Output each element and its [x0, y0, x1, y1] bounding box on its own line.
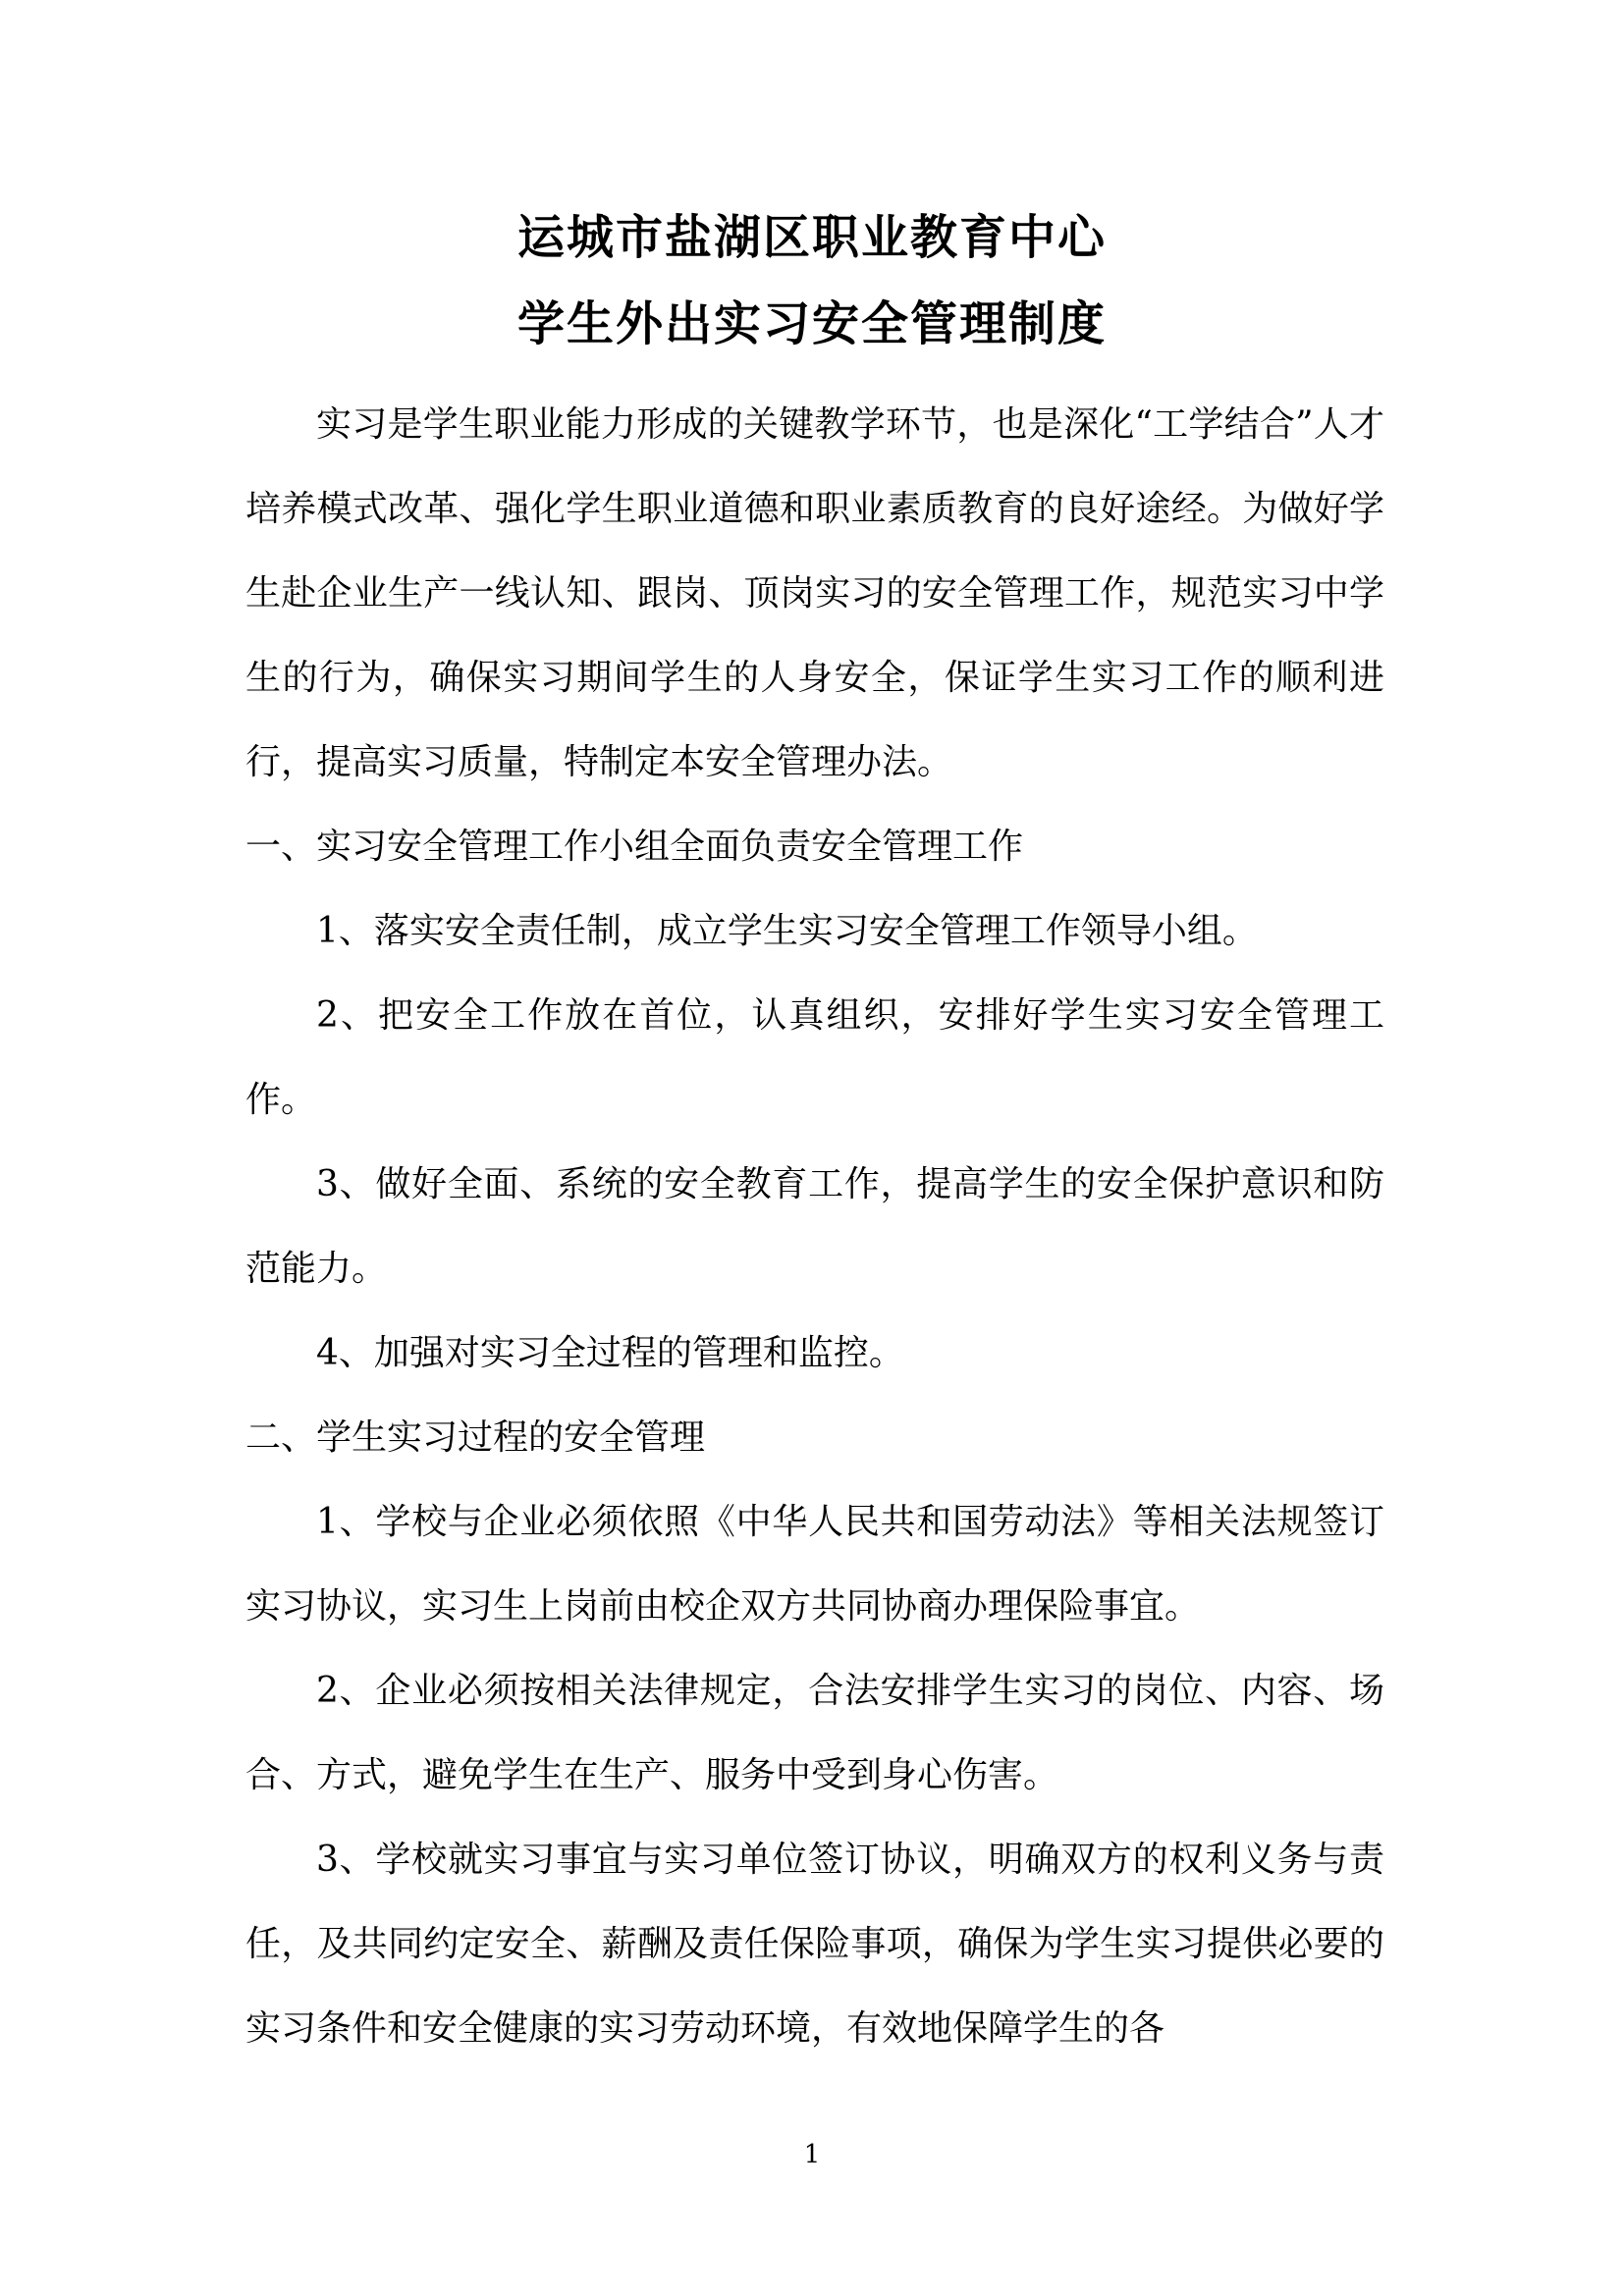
page-number: 1 — [803, 2140, 821, 2169]
document-body — [245, 383, 1384, 2071]
section-2-item-3: 3、学校就实习事宜与实习单位签订协议，明确双方的权利义务与责任，及共同约定安全、薪酬及责任保险事项，确保为学生实习提供必要的实习条件和安全健康的实习劳动环境，有效地保障学生的各 — [245, 1840, 1384, 2049]
document-title-line-1: 运城市盐湖区职业教育中心 — [516, 210, 1107, 265]
document-title-line-2: 学生外出实习安全管理制度 — [516, 296, 1107, 351]
section-1-item-4: 4、加强对实习全过程的管理和监控。 — [316, 1333, 904, 1373]
section-2-heading: 二、学生实习过程的安全管理 — [245, 1417, 706, 1458]
section-1-item-3: 3、做好全面、系统的安全教育工作，提高学生的安全保护意识和防范能力。 — [245, 1164, 1384, 1289]
section-2-item-1: 1、学校与企业必须依照《中华人民共和国劳动法》等相关法规签订实习协议，实习生上岗前由校企双方共同协商办理保险事宜。 — [245, 1502, 1384, 1627]
section-1-item-2: 2、把安全工作放在首位，认真组织，安排好学生实习安全管理工作。 — [245, 995, 1384, 1120]
section-2-item-2: 2、企业必须按相关法律规定，合法安排学生实习的岗位、内容、场合、方式，避免学生在生产、服务中受到身心伤害。 — [245, 1671, 1384, 1795]
intro-paragraph: 实习是学生职业能力形成的关键教学环节，也是深化“工学结合”人才培养模式改革、强化学生职业道德和职业素质教育的良好途经。为做好学生赴企业生产一线认知、跟岗、顶岗实习的安全管理工作，规范实习中学生的行为，确保实习期间学生的人身安全，保证学生实习工作的顺利进行，提高实习质量，特制定本安全管理办法。 — [245, 404, 1384, 782]
section-1-item-1: 1、落实安全责任制，成立学生实习安全管理工作领导小组。 — [316, 911, 1258, 951]
section-1-heading: 一、实习安全管理工作小组全面负责安全管理工作 — [245, 827, 1024, 867]
